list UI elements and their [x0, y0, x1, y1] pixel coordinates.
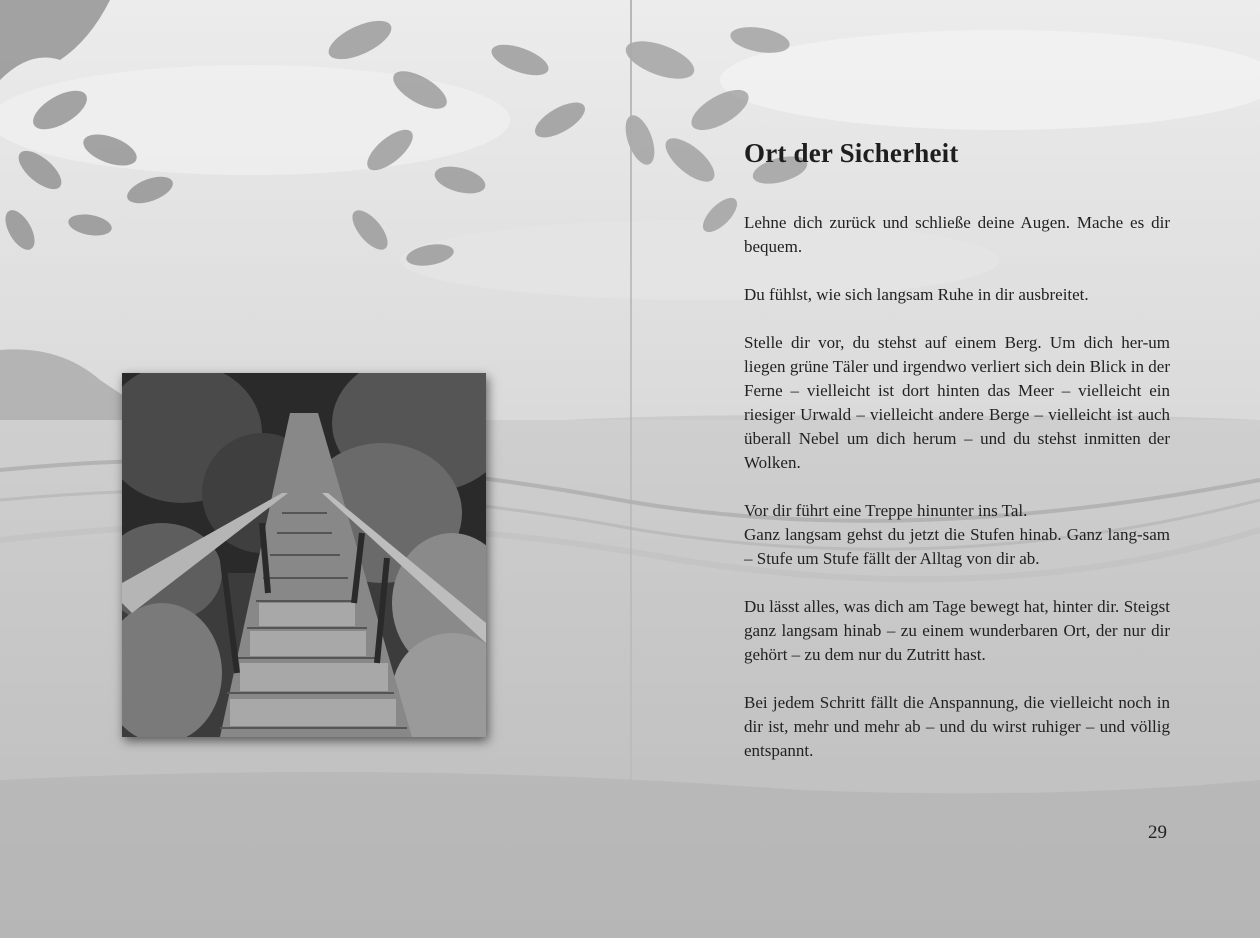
chapter-title: Ort der Sicherheit: [744, 138, 959, 168]
paragraph: Ganz langsam gehst du jetzt die Stufen hinab. Ganz lang-sam – Stufe um Stufe fällt der Alltag von dir ab.: [744, 525, 1170, 568]
paragraph: Du lässt alles, was dich am Tage bewegt hat, hinter dir. Steigst ganz langsam hinab – zu einem wunderbaren Ort, der nur dir gehört – zu dem nur du Zutritt hast.: [744, 597, 1170, 664]
paragraph: Stelle dir vor, du stehst auf einem Berg. Um dich her-um liegen grüne Täler und irgendwo verliert sich dein Blick in der Ferne – vielleicht ist dort hinten das Meer – vielleicht ein riesiger Urwald – vielleicht andere Berge – vielleicht ist auch überall Nebel um dich herum – und du stehst inmitten der Wolken.: [744, 333, 1170, 472]
text-column: [744, 138, 1170, 763]
paragraph: Lehne dich zurück und schließe deine Augen. Mache es dir bequem.: [744, 213, 1170, 256]
paragraph: Du fühlst, wie sich langsam Ruhe in dir ausbreitet.: [744, 285, 1089, 304]
stairs-photo: [122, 373, 486, 737]
paragraph: Vor dir führt eine Treppe hinunter ins Tal.: [744, 501, 1028, 520]
page-number: 29: [1148, 822, 1167, 843]
paragraph: Bei jedem Schritt fällt die Anspannung, die vielleicht noch in dir ist, mehr und mehr ab – und du wirst ruhiger – und völlig entspannt.: [744, 693, 1170, 760]
gutter-fold: [630, 0, 632, 780]
